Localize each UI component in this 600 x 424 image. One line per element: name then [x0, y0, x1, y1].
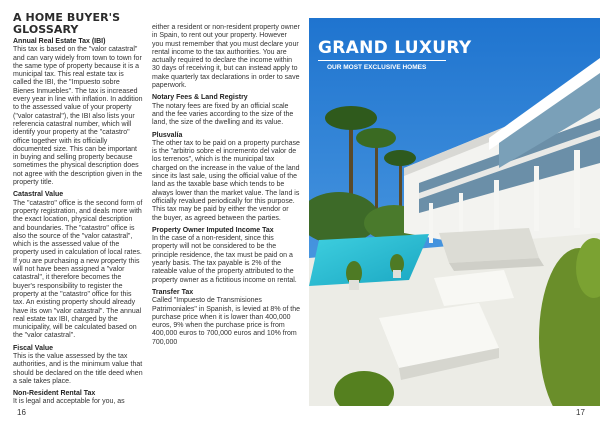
- feature-subtitle: OUR MOST EXCLUSIVE HOMES: [327, 64, 427, 71]
- glossary-term: Plusvalía: [152, 131, 183, 139]
- glossary-column-1: [13, 12, 143, 407]
- glossary-term: Annual Real Estate Tax (IBI): [13, 38, 106, 45]
- glossary-column-2: [152, 24, 300, 347]
- glossary-term: Property Owner Imputed Income Tax: [152, 226, 274, 234]
- glossary-term: Catastral Value: [13, 191, 64, 199]
- glossary-term: Transfer Tax: [152, 288, 194, 296]
- glossary-definition: The other tax to be paid on a property purchase is the "arbitrio sobre el incremento del valor de los terrenos", which is the municipal tax charged on the increase in the value of the land since its last sale, using the official value of the land as the taxable base which tends to be always lower than the market value. The land is officially revalued periodically for this purpose. This tax may be paid by either the vendor or the buyer, as agreed between the parties.: [152, 139, 300, 222]
- title-rule: [318, 60, 446, 61]
- glossary-definition: either a resident or non-resident property owner in Spain, to rent out your property. However you must remember that you must declare your rental income to the tax authorities. You are actually required to declare the income within 30 days of receiving it, but can instead apply to make quarterly tax declarations in order to save paperwork.: [152, 24, 300, 90]
- glossary-term: Non-Resident Rental Tax: [13, 390, 96, 398]
- feature-title: GRAND LUXURY: [318, 38, 472, 58]
- villa-photo: [309, 18, 600, 406]
- glossary-definition: It is legal and acceptable for you, as: [13, 398, 125, 406]
- glossary-definition: Called "Impuesto de Transmisiones Patrimoniales" in Spanish, is levied at 8% of the purchase price when it is lower than 400,000 euros, 9% when the purchase price is from 400,000 euros to 700,000 euros and 10% from 700,000: [152, 297, 301, 346]
- glossary-definition: This is the value assessed by the tax authorities, and is the minimum value that should be declared on the title deed when a sale takes place.: [13, 352, 143, 385]
- page-number-right: 17: [576, 408, 585, 417]
- glossary-term: Notary Fees & Land Registry: [152, 94, 248, 102]
- page-number-left: 16: [17, 408, 26, 417]
- glossary-title: A HOME BUYER'S GLOSSARY: [13, 11, 121, 36]
- glossary-definition: The notary fees are fixed by an official scale and the fee varies according to the size of the land, the size of the dwelling and its value.: [152, 102, 294, 127]
- glossary-definition: In the case of a non-resident, since this property will not be considered to be the principle residence, the tax must be paid on a yearly basis. The tax payable is 2% of the rateable value of the property attributed to the property owner as a fictitious income on rental.: [152, 235, 297, 284]
- glossary-term: Fiscal Value: [13, 344, 54, 352]
- glossary-definition: This tax is based on the "valor catastral" and can vary widely from town to town for the same type of property because it is a municipal tax. This real estate tax is called the IBI, the "Impuesto sobre Bienes Inmuebles". The tax is increased every year in line with inflation. In addition to the assessed value of your property ("valor catastral"), the IBI also lists your referencia catastral number, which will identify your property at the "catastro" office together with its officially documented size. This can be important in buying and selling property because sometimes the physical description does not agree with the description given in the property title.: [13, 46, 143, 187]
- glossary-definition: The "catastro" office is the second form of property registration, and deals more with the exact location, physical description and boundaries. The "catastro" office is also the source of the "valor catastral", which is the assessed value of the property used in calculation of local rates. If you are purchasing a new property this will not have been assigned a "valor catastral", it therefore becomes the buyer's responsibility to register the property at the "catastro" office for this tax. An existing property should already have its own "valor catastral". The annual real estate tax IBI, charged by the municipality, will be calculated based on the "valor catastral".: [13, 199, 143, 340]
